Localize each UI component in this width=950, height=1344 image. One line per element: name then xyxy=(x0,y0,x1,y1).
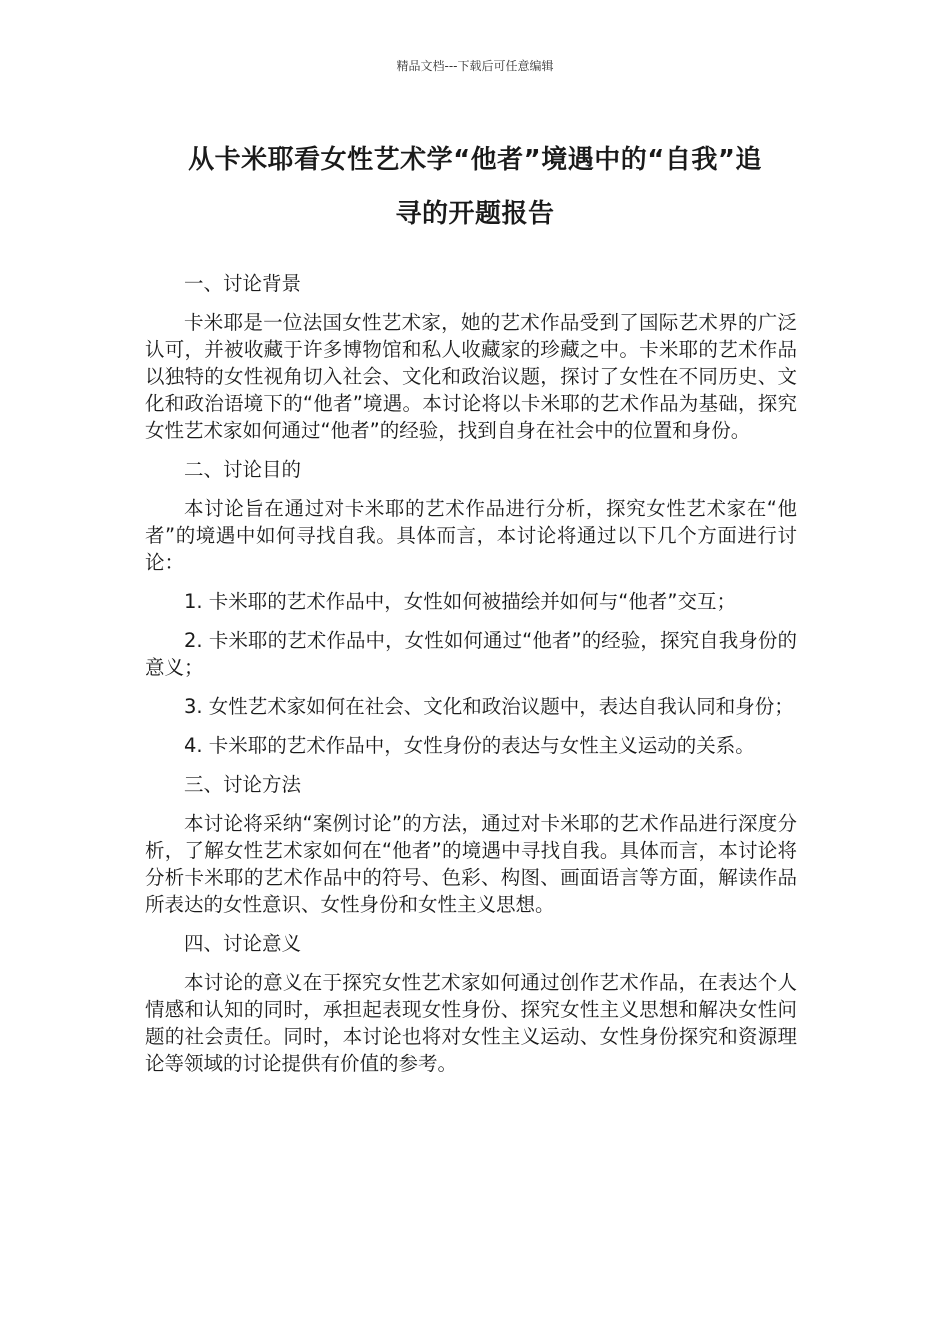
section-heading-significance: 四、讨论意义 xyxy=(184,932,302,955)
section-heading-method: 三、讨论方法 xyxy=(184,773,302,796)
document-title xyxy=(135,133,815,241)
list-item-purpose-4: 4. 卡米耶的艺术作品中，女性身份的表达与女性主义运动的关系。 xyxy=(184,734,755,757)
list-item-purpose-3: 3. 女性艺术家如何在社会、文化和政治议题中，表达自我认同和身份； xyxy=(184,695,794,718)
paragraph-significance: 本讨论的意义在于探究女性艺术家如何通过创作艺术作品，在表达个人情感和认知的同时，承担起表现女性身份、探究女性主义思想和解决女性问题的社会责任。同时，本讨论也将对女性主义运动、女性身份探究和资源理论等领域的讨论提供有价值的参考。 xyxy=(145,971,797,1075)
title-line-2: 寻的开题报告 xyxy=(395,199,555,229)
paragraph-purpose: 本讨论旨在通过对卡米耶的艺术作品进行分析，探究女性艺术家在“他者”的境遇中如何寻找自我。具体而言，本讨论将通过以下几个方面进行讨论： xyxy=(145,497,797,574)
document-body xyxy=(145,270,797,1089)
list-item-purpose-2: 2. 卡米耶的艺术作品中，女性如何通过“他者”的经验，探究自我身份的意义； xyxy=(145,629,797,679)
paragraph-background: 卡米耶是一位法国女性艺术家，她的艺术作品受到了国际艺术界的广泛认可，并被收藏于许多博物馆和私人收藏家的珍藏之中。卡米耶的艺术作品以独特的女性视角切入社会、文化和政治议题，探讨了女性在不同历史、文化和政治语境下的“他者”境遇。本讨论将以卡米耶的艺术作品为基础，探究女性艺术家如何通过“他者”的经验，找到自身在社会中的位置和身份。 xyxy=(145,311,797,442)
title-line-1: 从卡米耶看女性艺术学“他者”境遇中的“自我”追 xyxy=(188,145,762,175)
paragraph-method: 本讨论将采纳“案例讨论”的方法，通过对卡米耶的艺术作品进行深度分析，了解女性艺术家如何在“他者”的境遇中寻找自我。具体而言，本讨论将分析卡米耶的艺术作品中的符号、色彩、构图、画面语言等方面，解读作品所表达的女性意识、女性身份和女性主义思想。 xyxy=(145,812,797,916)
section-heading-purpose: 二、讨论目的 xyxy=(184,458,302,481)
page-header: 精品文档---下载后可任意编辑 xyxy=(396,59,554,73)
list-item-purpose-1: 1. 卡米耶的艺术作品中，女性如何被描绘并如何与“他者”交互； xyxy=(184,590,737,613)
section-heading-background: 一、讨论背景 xyxy=(184,272,302,295)
